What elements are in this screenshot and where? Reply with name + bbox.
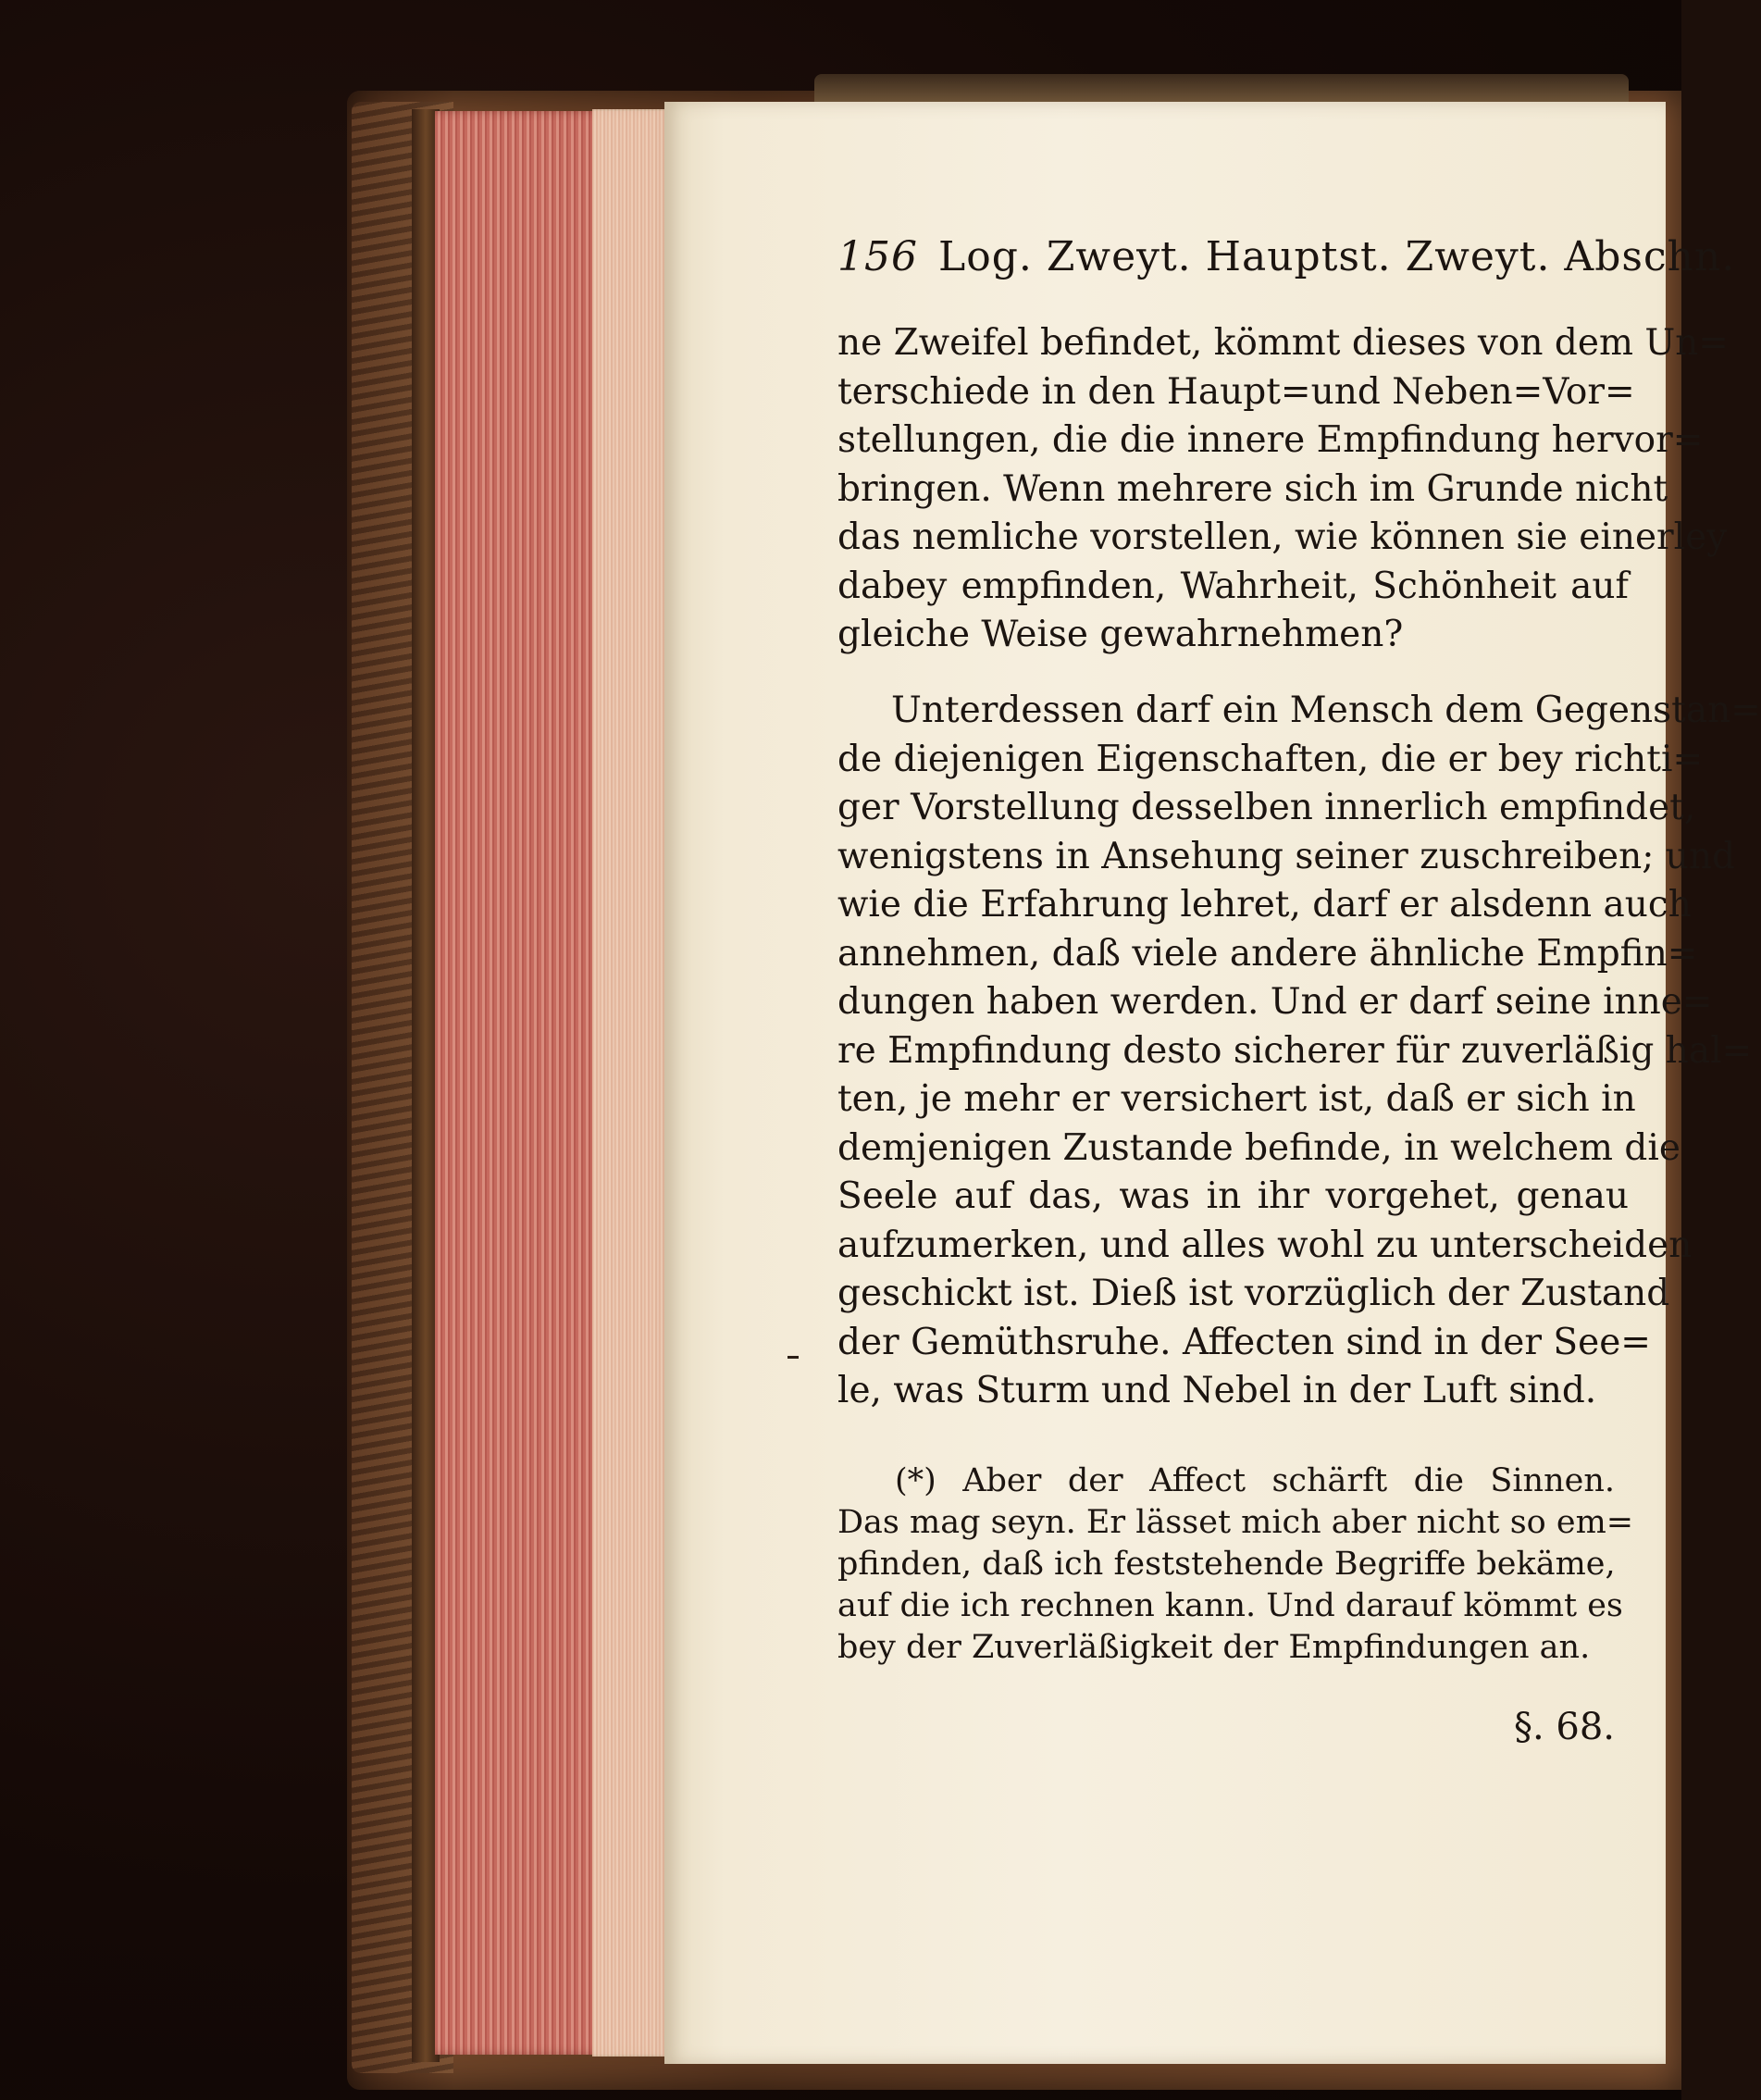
paragraph-1 [837, 319, 1729, 660]
page-header [837, 233, 1736, 298]
footnote-line: (*) Aber der Affect schärft die Sinnen. [895, 1462, 1615, 1499]
text-line: bringen. Wenn mehrere sich im Grunde nicht [837, 467, 1668, 510]
page-top-shadow [814, 74, 1629, 102]
text-line: geschickt ist. Dieß ist vorzüglich der Zustand [837, 1273, 1670, 1314]
footnote [837, 1460, 1634, 1669]
text-line: ne Zweifel befindet, kömmt dieses von dem Un= [837, 322, 1729, 364]
paragraph-2 [837, 687, 1761, 1416]
text-line: gleiche Weise gewahrnehmen? [837, 614, 1404, 655]
text-line: Unterdessen darf ein Mensch dem Gegenstan= [891, 690, 1761, 731]
text-line: der Gemüthsruhe. Affecten sind in der See= [837, 1321, 1651, 1363]
catchword: §. 68. [1513, 1706, 1615, 1748]
text-line: stellungen, die die innere Empfindung hervor= [837, 419, 1704, 461]
text-line: ten, je mehr er versichert ist, daß er sich in [837, 1078, 1636, 1120]
text-line: wie die Erfahrung lehret, darf er alsdenn auch [837, 884, 1692, 926]
margin-mark [787, 1356, 799, 1359]
text-line: re Empfindung desto sicherer für zuverläßig hal= [837, 1029, 1753, 1072]
page-number: 156 [837, 233, 918, 280]
footnote-line: Das mag seyn. Er lässet mich aber nicht so em= [837, 1504, 1634, 1541]
text-line: wenigstens in Ansehung seiner zuschreiben; und [837, 835, 1735, 877]
text-line: annehmen, daß viele andere ähnliche Empfin= [837, 932, 1698, 975]
text-line: de diejenigen Eigenschaften, die er bey richti= [837, 738, 1704, 780]
text-line: ger Vorstellung desselben innerlich empfindet, [837, 787, 1696, 828]
footnote-line: auf die ich rechnen kann. Und darauf kömmt es [837, 1587, 1623, 1624]
text-line: aufzumerken, und alles wohl zu unterscheiden [837, 1224, 1693, 1266]
text-line: le, was Sturm und Nebel in der Luft sind. [837, 1370, 1597, 1411]
page-stack-edge [592, 109, 666, 2057]
text-line: dabey empfinden, Wahrheit, Schönheit auf [837, 565, 1629, 607]
text-line: demjenigen Zustande befinde, in welchem die [837, 1126, 1680, 1169]
text-line: terschiede in den Haupt=und Neben=Vor= [837, 370, 1635, 413]
text-line: das nemliche vorstellen, wie können sie einerley [837, 516, 1728, 558]
footnote-line: pfinden, daß ich feststehende Begriffe bekäme, [837, 1546, 1616, 1583]
running-head: Log. Zweyt. Hauptst. Zweyt. Abschn. [937, 233, 1736, 280]
text-line: dungen haben werden. Und er darf seine inne= [837, 981, 1713, 1023]
text-line: Seele auf das, was in ihr vorgehet, genau [837, 1175, 1629, 1217]
footnote-line: bey der Zuverläßigkeit der Empfindungen an. [837, 1629, 1591, 1666]
